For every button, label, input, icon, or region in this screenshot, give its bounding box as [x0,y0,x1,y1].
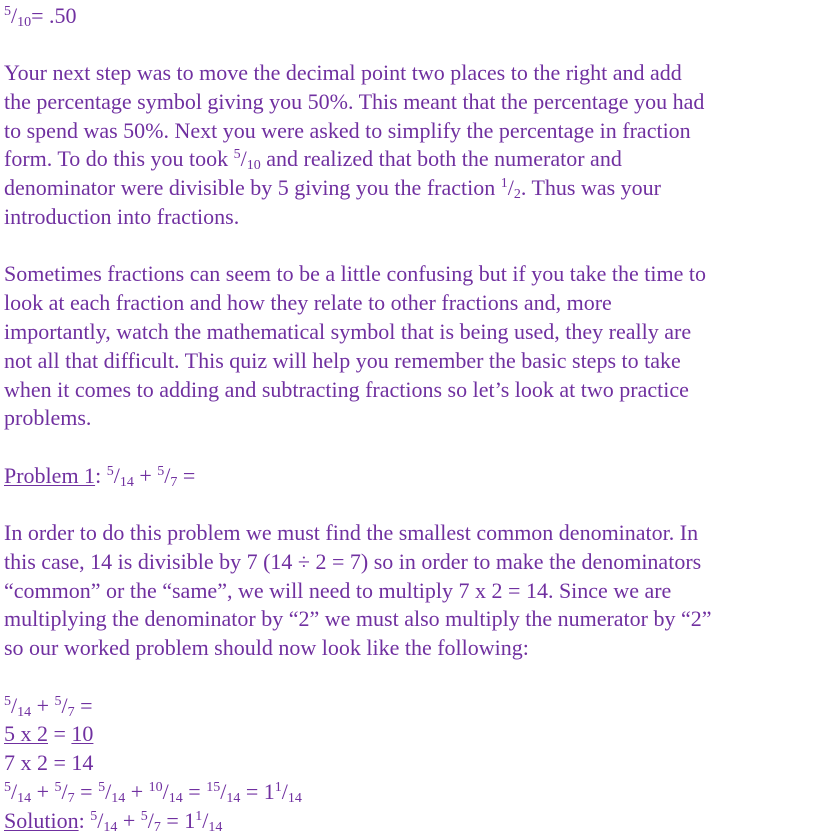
para3-line2: this case, 14 is divisible by 7 (14 ÷ 2 = 7) so in order to make the denominators [4,549,702,574]
numerator-multiplication: 5 x 2 [4,721,48,746]
fraction-numerator: 5 [90,809,98,824]
equals-sign: = [177,463,196,488]
work-denominator-step: 7 x 2 = 14 [4,750,94,775]
work-expression [4,692,93,721]
fraction-numerator: 5 [98,780,106,795]
fraction-slash: / [113,463,120,488]
fraction-slash: / [11,693,18,718]
fraction-slash: / [61,779,68,804]
fraction-numerator: 5 [4,780,11,795]
para1-line5 [4,174,661,203]
fraction-slash: / [507,175,514,200]
para2-line3: importantly, watch the mathematical symbol that is being used, they really are [4,319,692,344]
problem-label: Problem 1 [4,463,96,488]
decimal-result: = .50 [31,3,77,28]
fraction-denominator: 14 [17,705,32,720]
numerator-result: 10 [71,721,94,746]
fraction-numerator: 5 [106,464,114,479]
fraction-slash: / [220,779,227,804]
fraction-slash: / [11,3,18,28]
fraction-denominator: 7 [67,705,75,720]
whole-number: 1 [184,808,196,833]
fraction-slash: / [11,779,18,804]
problem-colon: : [95,463,107,488]
fraction-numerator: 5 [54,694,62,709]
fraction-numerator: 1 [274,780,282,795]
para2-line5: when it comes to adding and subtracting fractions so let’s look at two practice [4,377,689,402]
para3-line1: In order to do this problem we must find the smallest common denominator. In [4,520,699,545]
equals-sign: = [74,779,99,804]
fraction-denominator: 14 [111,791,126,806]
fraction-slash: / [61,693,68,718]
fraction-numerator: 15 [206,780,221,795]
fraction-slash: / [147,808,154,833]
fraction-slash: / [240,146,247,171]
fraction-numerator: 5 [4,4,11,19]
fraction-numerator: 5 [4,694,11,709]
fraction-denominator: 2 [513,187,521,202]
para1-line4 [4,145,622,174]
fraction-slash: / [281,779,288,804]
solution-line [4,807,222,836]
fraction-slash: / [97,808,104,833]
para1-line5-start: denominator were divisible by 5 giving you the fraction [4,175,501,200]
problem-statement [4,462,195,491]
fraction-denominator: 7 [170,475,178,490]
fraction-numerator: 5 [54,780,62,795]
para2-line2: look at each fraction and how they relate to other fractions and, more [4,290,612,315]
equals-sign: = [48,721,72,746]
fraction-slash: / [202,808,209,833]
para3-line5: so our worked problem should now look like the following: [4,635,529,660]
plus-sign: + [31,693,55,718]
para3-line4: multiplying the denominator by “2” we must also multiply the numerator by “2” [4,606,712,631]
equals-sign: = [160,808,185,833]
fraction-slash: / [105,779,112,804]
fraction-denominator: 10 [246,158,261,173]
fraction-denominator: 14 [168,791,183,806]
fraction-denominator: 14 [119,475,134,490]
para2-line4: not all that difficult. This quiz will help you remember the basic steps to take [4,348,681,373]
para2-line6: problems. [4,405,92,430]
fraction-denominator: 10 [17,15,32,30]
work-sum [4,778,302,807]
fraction-denominator: 14 [103,820,118,835]
fraction-slash: / [162,779,169,804]
para1-line1: Your next step was to move the decimal point two places to the right and add [4,60,682,85]
plus-sign: + [31,779,55,804]
fraction-numerator: 1 [500,176,508,191]
plus-sign: + [125,779,149,804]
fraction-numerator: 1 [195,809,203,824]
fraction-numerator: 5 [140,809,148,824]
para1-line3: to spend was 50%. Next you were asked to simplify the percentage in fraction [4,118,691,143]
solution-colon: : [78,808,91,833]
equals-sign: = [240,779,264,804]
fraction-denominator: 14 [226,791,241,806]
fraction-numerator: 5 [157,464,165,479]
decimal-expression [4,2,77,31]
plus-sign: + [133,463,158,488]
solution-label: Solution [4,808,79,833]
para1-line6: introduction into fractions. [4,204,240,229]
equals-sign: = [182,779,207,804]
para1-line4-start: form. To do this you took [4,146,234,171]
para1-line2: the percentage symbol giving you 50%. This meant that the percentage you had [4,89,705,114]
para1-line4-end: and realized that both the numerator and [260,146,622,171]
fraction-denominator: 7 [67,791,75,806]
plus-sign: + [117,808,141,833]
fraction-numerator: 10 [148,780,163,795]
fraction-denominator: 14 [208,820,223,835]
fraction-denominator: 7 [153,820,161,835]
fraction-slash: / [164,463,171,488]
para1-line5-end: . Thus was your [520,175,661,200]
equals-sign: = [74,693,93,718]
para2-line1: Sometimes fractions can seem to be a little confusing but if you take the time to [4,261,706,286]
fraction-denominator: 14 [287,791,302,806]
work-numerator-step [4,720,93,749]
fraction-denominator: 14 [17,791,32,806]
whole-number: 1 [263,779,275,804]
para3-line3: “common” or the “same”, we will need to multiply 7 x 2 = 14. Since we are [4,578,672,603]
fraction-numerator: 5 [233,147,241,162]
